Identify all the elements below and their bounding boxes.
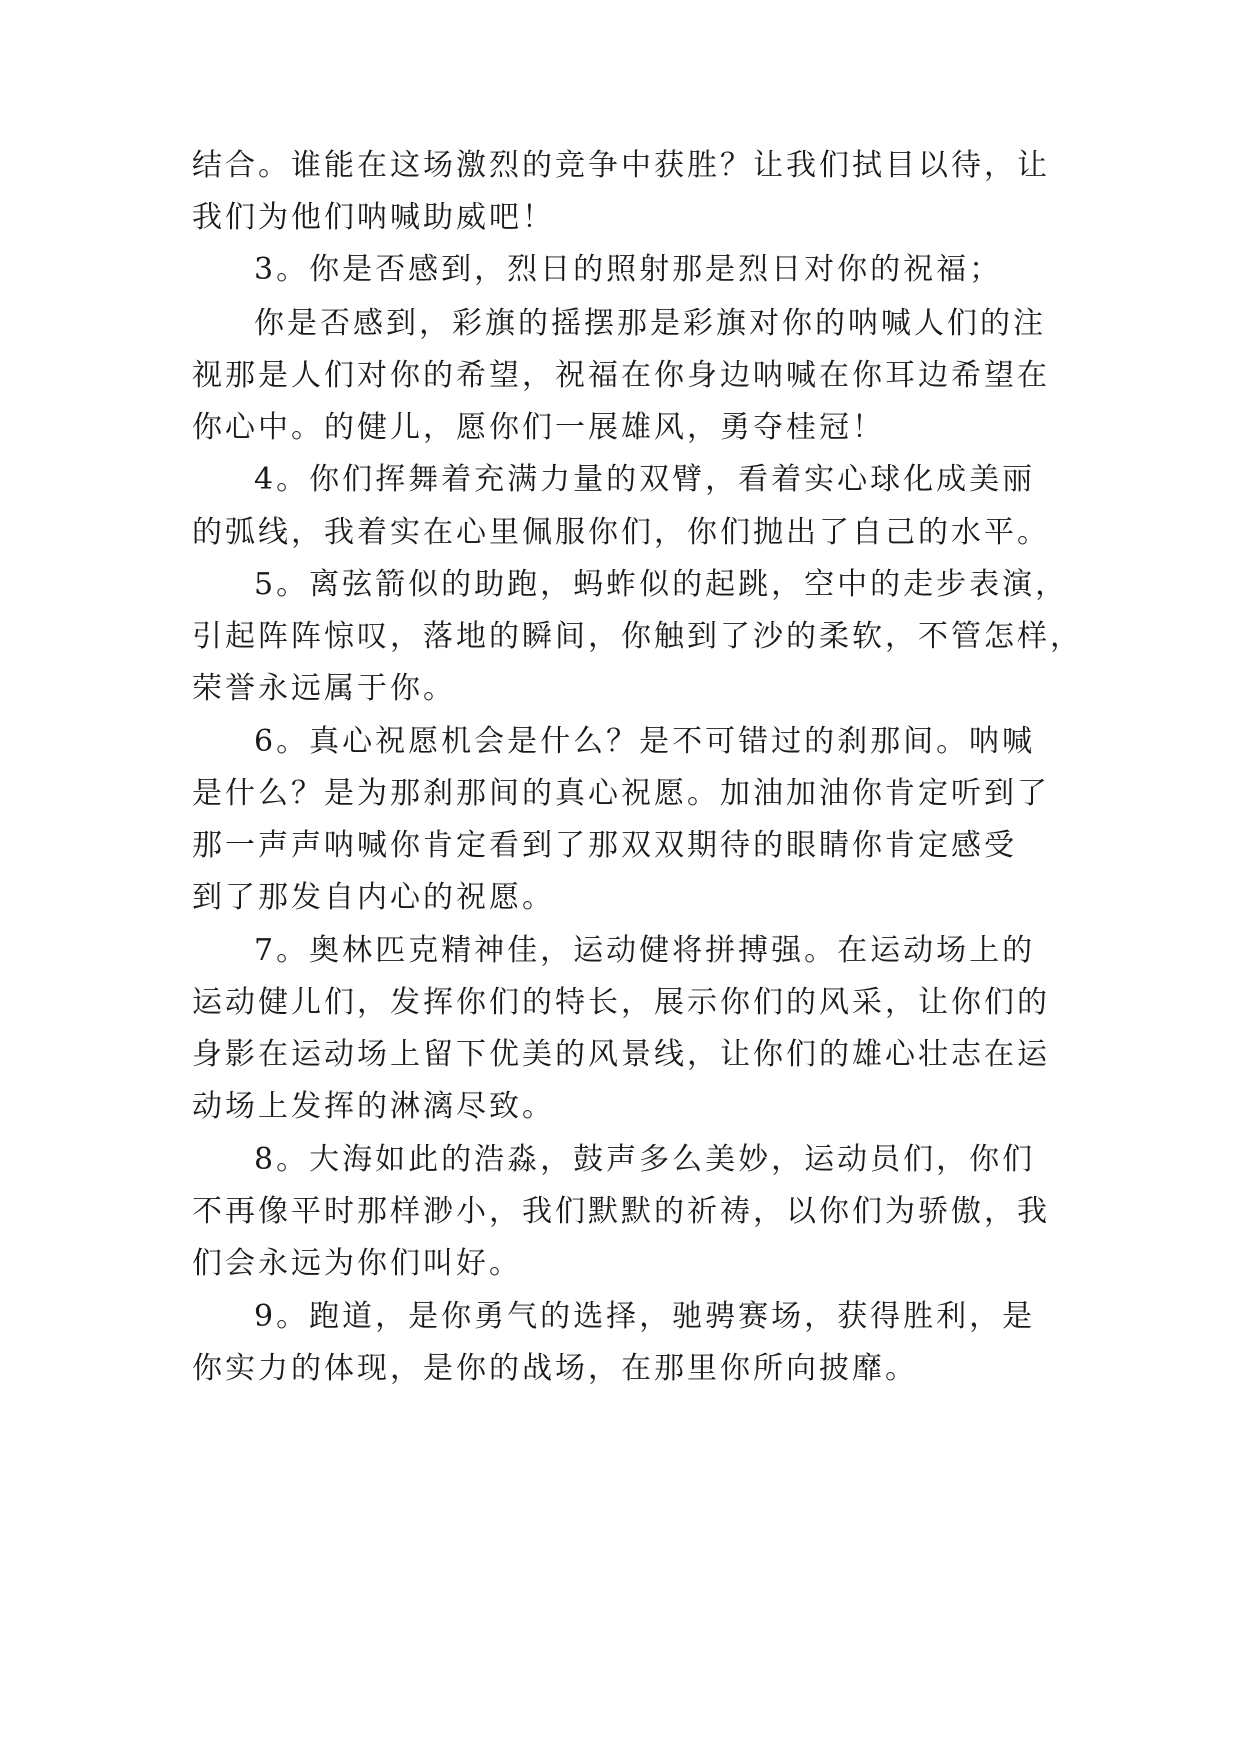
text-line: 7。奥林匹克精神佳，运动健将拼搏强。在运动场上的 [254,933,1036,968]
text-line: 9。跑道，是你勇气的选择，驰骋赛场，获得胜利，是 [254,1299,1036,1334]
text-line: 运动健儿们，发挥你们的特长，展示你们的风采，让你们的 [192,985,1050,1020]
text-line: 8。大海如此的浩淼，鼓声多么美妙，运动员们，你们 [254,1142,1036,1177]
text-line: 身影在运动场上留下优美的风景线，让你们的雄心壮志在运 [192,1037,1050,1072]
text-line: 们会永远为你们叫好。 [192,1246,522,1281]
text-line: 荣誉永远属于你。 [192,671,456,706]
text-line: 4。你们挥舞着充满力量的双臂，看着实心球化成美丽 [254,462,1036,497]
text-line: 你实力的体现，是你的战场，在那里你所向披靡。 [192,1351,918,1386]
text-line: 结合。谁能在这场激烈的竞争中获胜？让我们拭目以待，让 [192,148,1050,183]
text-line: 3。你是否感到，烈日的照射那是烈日对你的祝福； [254,252,1003,287]
text-line: 到了那发自内心的祝愿。 [192,880,555,915]
document-page [192,0,1083,1754]
text-line: 不再像平时那样渺小，我们默默的祈祷，以你们为骄傲，我 [192,1194,1050,1229]
text-line: 视那是人们对你的希望，祝福在你身边呐喊在你耳边希望在 [192,358,1050,393]
text-line: 是什么？是为那刹那间的真心祝愿。加油加油你肯定听到了 [192,776,1050,811]
text-line: 引起阵阵惊叹，落地的瞬间，你触到了沙的柔软，不管怎样， [192,619,1083,654]
text-line: 你是否感到，彩旗的摇摆那是彩旗对你的呐喊人们的注 [254,306,1046,341]
text-line: 那一声声呐喊你肯定看到了那双双期待的眼睛你肯定感受 [192,828,1017,863]
text-line: 我们为他们呐喊助威吧！ [192,200,555,235]
text-line: 6。真心祝愿机会是什么？是不可错过的刹那间。呐喊 [254,724,1036,759]
text-line: 的弧线，我着实在心里佩服你们，你们抛出了自己的水平。 [192,515,1050,550]
text-line: 你心中。的健儿，愿你们一展雄风，勇夺桂冠！ [192,410,885,445]
text-line: 动场上发挥的淋漓尽致。 [192,1089,555,1124]
text-line: 5。离弦箭似的助跑，蚂蚱似的起跳，空中的走步表演， [254,567,1069,602]
